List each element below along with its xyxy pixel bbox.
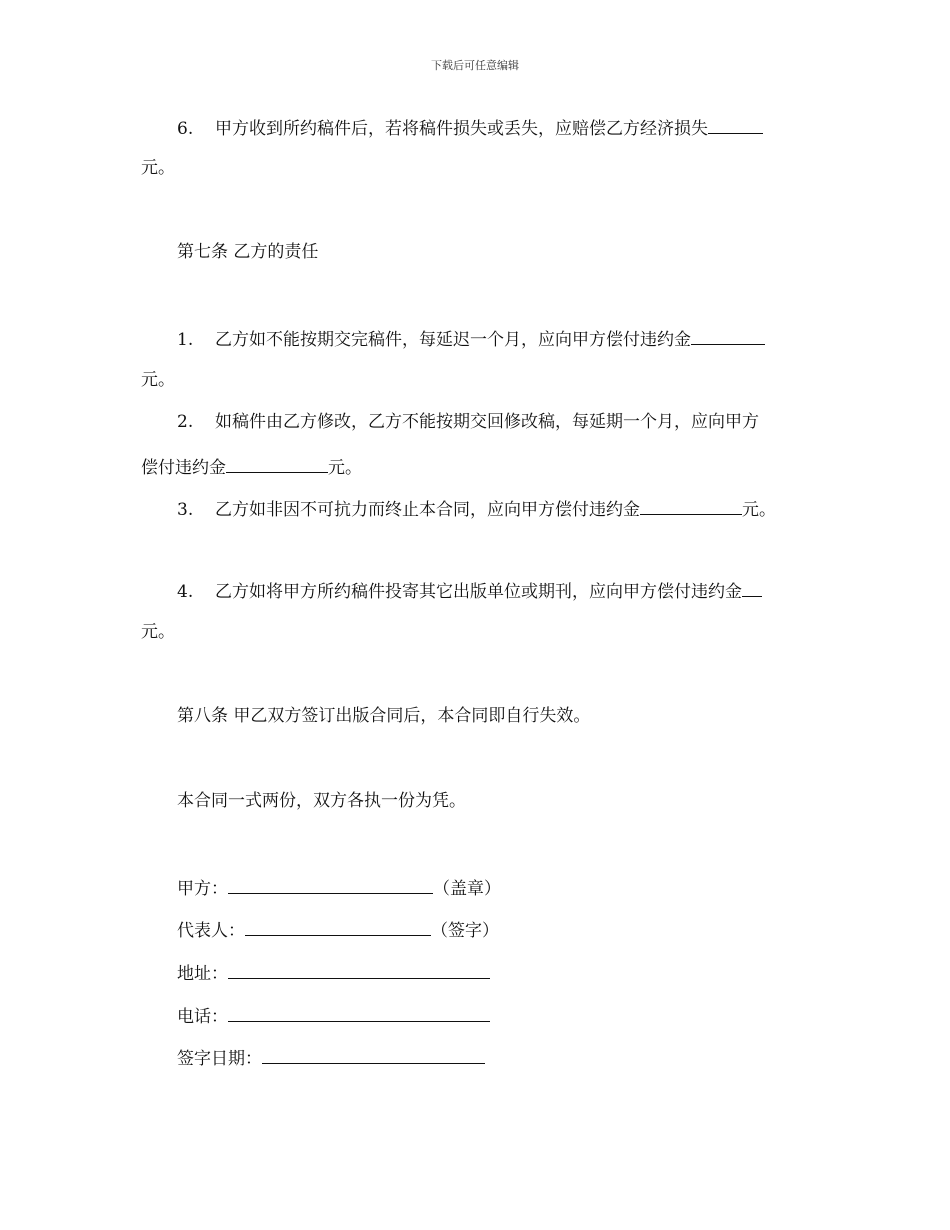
sign-label: 代表人： [177,921,245,941]
clause-number: 2. [177,412,194,432]
clause-7-1-cont: 元。 [141,370,175,390]
clause-number: 4. [177,582,194,602]
clause-text: 甲方收到所约稿件后，若将稿件损失或丢失，应赔偿乙方经济损失 [215,119,708,139]
clause-7-2 [177,411,759,433]
copies-note: 本合同一式两份，双方各执一份为凭。 [177,791,466,811]
blank-amount [640,496,742,515]
sign-address [177,960,490,985]
clause-text: 乙方如将甲方所约稿件投寄其它出版单位或期刊，应向甲方偿付违约金 [215,582,742,602]
representative-field [245,917,431,936]
clause-text: 元。 [742,500,776,520]
blank-amount [691,326,765,345]
clause-text: 乙方如不能按期交完稿件，每延迟一个月，应向甲方偿付违约金 [215,330,691,350]
sign-label: 电话： [177,1007,228,1027]
clause-7-4-cont: 元。 [141,622,175,642]
clause-6 [177,115,763,140]
page-header: 下载后可任意编辑 [431,59,519,72]
seal-note: （盖章） [433,879,501,899]
sign-label: 地址： [177,964,228,984]
clause-text: 如稿件由乙方修改，乙方不能按期交回修改稿，每延期一个月，应向甲方 [215,412,759,432]
clause-number: 3. [177,500,194,520]
phone-field [228,1003,490,1022]
clause-text: 元。 [328,458,362,478]
sign-date [177,1045,485,1070]
blank-amount [226,454,328,473]
date-field [262,1045,485,1064]
clause-number: 6. [177,119,194,139]
sign-note: （签字） [431,921,499,941]
clause-6-cont: 元。 [141,158,175,178]
clause-7-2-cont [141,454,362,479]
sign-phone [177,1003,490,1028]
blank-amount [742,578,762,597]
party-a-field [228,875,433,894]
article-8: 第八条 甲乙双方签订出版合同后，本合同即自行失效。 [177,706,591,726]
clause-7-3 [177,496,776,521]
clause-text: 偿付违约金 [141,458,226,478]
clause-number: 1. [177,330,194,350]
clause-7-1 [177,326,765,351]
clause-7-4 [177,578,762,603]
sign-party-a [177,875,501,900]
sign-label: 甲方： [177,879,228,899]
sign-representative [177,917,499,942]
sign-label: 签字日期： [177,1049,262,1069]
article-7-title: 第七条 乙方的责任 [177,242,319,262]
address-field [228,960,490,979]
clause-text: 乙方如非因不可抗力而终止本合同，应向甲方偿付违约金 [215,500,640,520]
blank-amount [708,115,763,134]
